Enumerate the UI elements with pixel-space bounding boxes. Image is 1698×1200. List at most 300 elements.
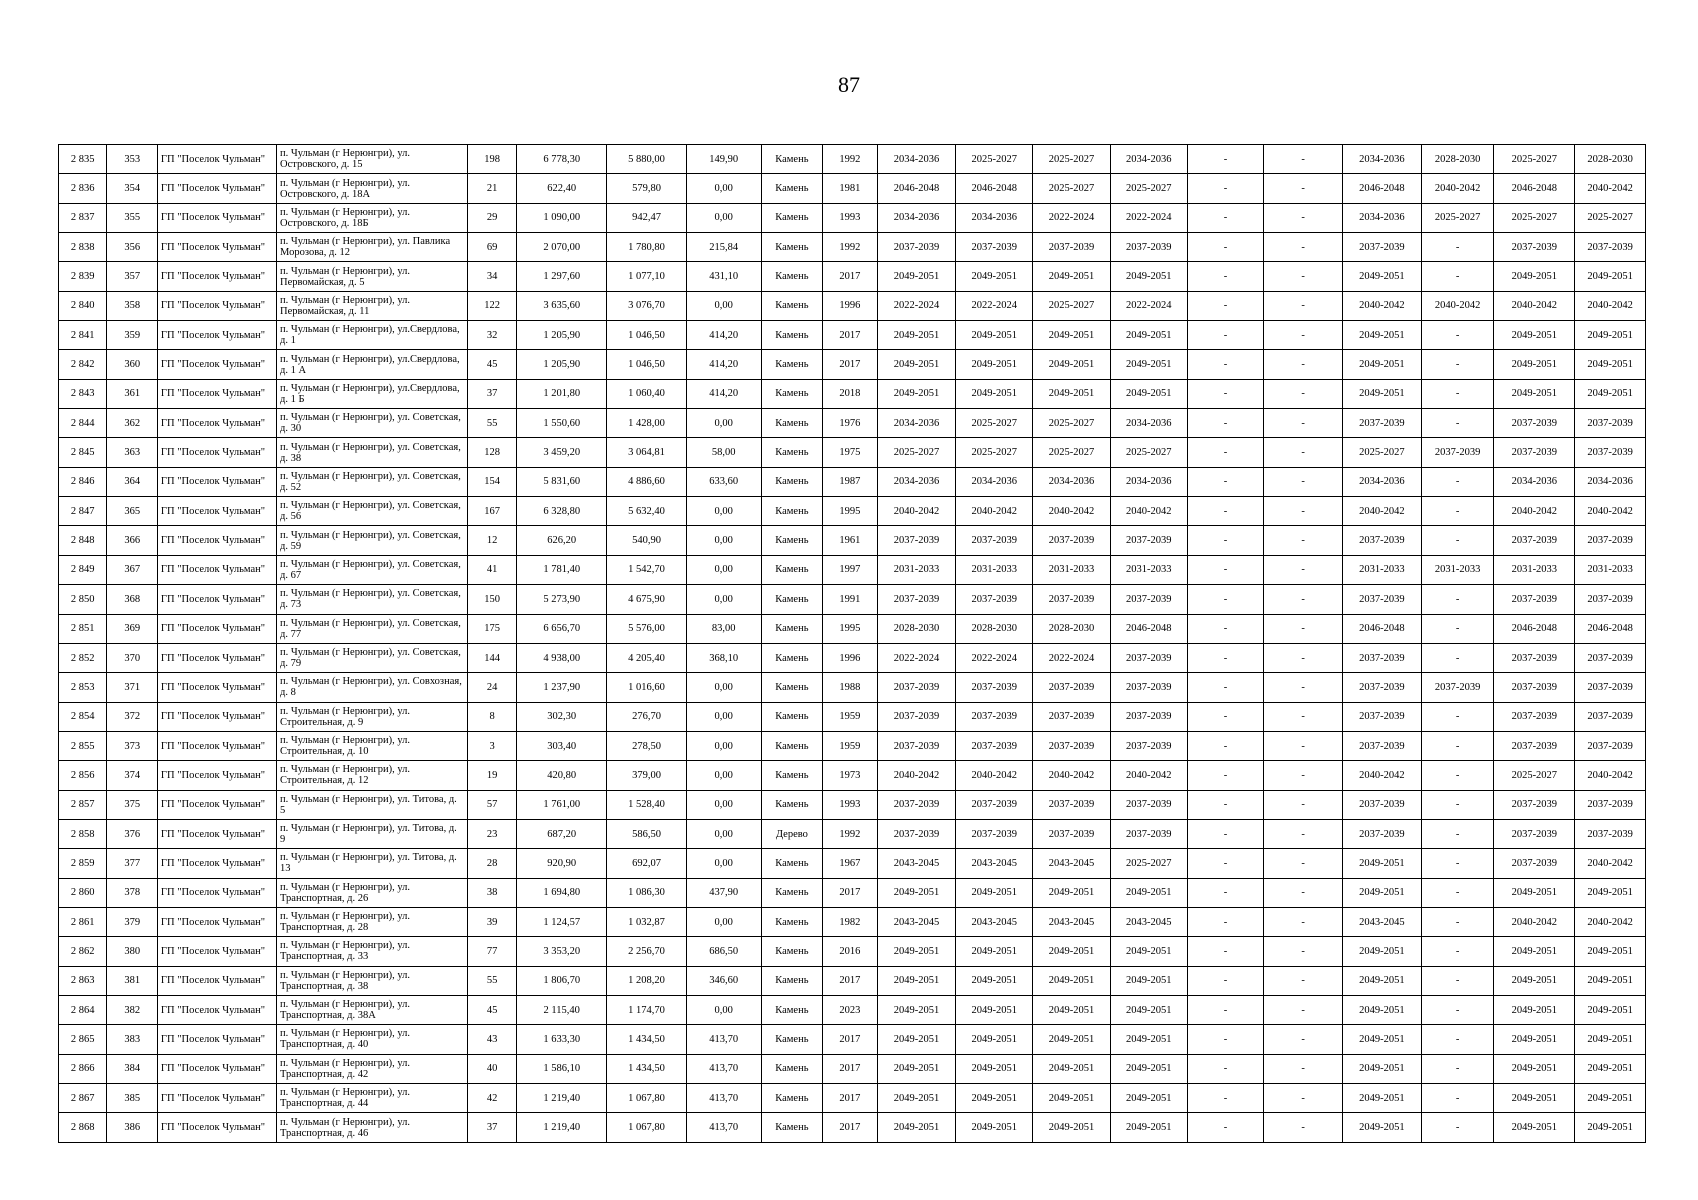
cell-municipality: ГП "Поселок Чульман" xyxy=(157,849,276,878)
cell-municipality: ГП "Поселок Чульман" xyxy=(157,379,276,408)
cell-total-area: 3 459,20 xyxy=(517,438,607,467)
cell-period-2: 2040-2042 xyxy=(956,761,1033,790)
cell-period-4: 2022-2024 xyxy=(1110,291,1187,320)
cell-total-area: 4 938,00 xyxy=(517,643,607,672)
cell-residents: 198 xyxy=(467,145,516,174)
cell-row-number: 2 843 xyxy=(59,379,107,408)
cell-period-10: 2049-2051 xyxy=(1575,379,1646,408)
cell-period-5: - xyxy=(1187,350,1264,379)
cell-period-9: 2040-2042 xyxy=(1494,907,1575,936)
table-row xyxy=(59,937,1646,966)
cell-wall-material: Камень xyxy=(761,761,823,790)
cell-period-3: 2040-2042 xyxy=(1033,761,1111,790)
cell-address: п. Чульман (г Нерюнгри), ул. Советская, д. 59 xyxy=(277,526,468,555)
cell-record-number: 384 xyxy=(107,1054,157,1083)
cell-residents: 144 xyxy=(467,643,516,672)
cell-commission-year: 1959 xyxy=(823,702,878,731)
cell-period-8: - xyxy=(1421,702,1494,731)
cell-period-8: - xyxy=(1421,937,1494,966)
table-row xyxy=(59,1084,1646,1113)
cell-row-number: 2 859 xyxy=(59,849,107,878)
cell-period-10: 2040-2042 xyxy=(1575,497,1646,526)
cell-record-number: 357 xyxy=(107,262,157,291)
cell-address: п. Чульман (г Нерюнгри), ул. Транспортная, д. 44 xyxy=(277,1084,468,1113)
cell-period-1: 2022-2024 xyxy=(877,291,956,320)
cell-address: п. Чульман (г Нерюнгри), ул. Первомайская, д. 11 xyxy=(277,291,468,320)
cell-period-4: 2049-2051 xyxy=(1110,262,1187,291)
cell-period-5: - xyxy=(1187,467,1264,496)
cell-period-9: 2037-2039 xyxy=(1494,233,1575,262)
cell-period-1: 2049-2051 xyxy=(877,262,956,291)
cell-period-4: 2037-2039 xyxy=(1110,526,1187,555)
cell-period-6: - xyxy=(1264,731,1343,760)
cell-record-number: 362 xyxy=(107,409,157,438)
cell-period-2: 2028-2030 xyxy=(956,614,1033,643)
cell-commission-year: 1959 xyxy=(823,731,878,760)
cell-period-2: 2037-2039 xyxy=(956,673,1033,702)
cell-period-10: 2040-2042 xyxy=(1575,291,1646,320)
cell-commission-year: 2018 xyxy=(823,379,878,408)
cell-nonresidential-area: 413,70 xyxy=(686,1025,761,1054)
cell-residents: 167 xyxy=(467,497,516,526)
cell-total-area: 1 219,40 xyxy=(517,1084,607,1113)
cell-period-1: 2049-2051 xyxy=(877,350,956,379)
cell-period-2: 2043-2045 xyxy=(956,849,1033,878)
cell-address: п. Чульман (г Нерюнгри), ул. Островского, д. 18Б xyxy=(277,203,468,232)
cell-period-3: 2049-2051 xyxy=(1033,966,1111,995)
cell-residents: 39 xyxy=(467,907,516,936)
cell-wall-material: Камень xyxy=(761,1025,823,1054)
cell-period-4: 2031-2033 xyxy=(1110,555,1187,584)
cell-nonresidential-area: 0,00 xyxy=(686,790,761,819)
cell-period-5: - xyxy=(1187,937,1264,966)
cell-municipality: ГП "Поселок Чульман" xyxy=(157,585,276,614)
cell-period-4: 2049-2051 xyxy=(1110,995,1187,1024)
cell-residents: 69 xyxy=(467,233,516,262)
cell-living-area: 1 046,50 xyxy=(607,321,687,350)
cell-municipality: ГП "Поселок Чульман" xyxy=(157,233,276,262)
cell-residents: 28 xyxy=(467,849,516,878)
cell-period-4: 2025-2027 xyxy=(1110,438,1187,467)
cell-nonresidential-area: 413,70 xyxy=(686,1054,761,1083)
cell-period-3: 2040-2042 xyxy=(1033,497,1111,526)
cell-period-2: 2034-2036 xyxy=(956,467,1033,496)
cell-wall-material: Камень xyxy=(761,409,823,438)
cell-residents: 38 xyxy=(467,878,516,907)
cell-municipality: ГП "Поселок Чульман" xyxy=(157,731,276,760)
cell-period-8: - xyxy=(1421,790,1494,819)
cell-period-3: 2049-2051 xyxy=(1033,878,1111,907)
cell-period-2: 2037-2039 xyxy=(956,702,1033,731)
cell-period-8: - xyxy=(1421,1113,1494,1143)
cell-wall-material: Камень xyxy=(761,585,823,614)
cell-period-9: 2049-2051 xyxy=(1494,1054,1575,1083)
cell-residents: 45 xyxy=(467,350,516,379)
cell-living-area: 1 174,70 xyxy=(607,995,687,1024)
cell-nonresidential-area: 149,90 xyxy=(686,145,761,174)
cell-row-number: 2 866 xyxy=(59,1054,107,1083)
cell-period-10: 2049-2051 xyxy=(1575,1054,1646,1083)
cell-row-number: 2 849 xyxy=(59,555,107,584)
cell-record-number: 354 xyxy=(107,174,157,203)
cell-period-7: 2040-2042 xyxy=(1343,497,1422,526)
cell-period-2: 2025-2027 xyxy=(956,145,1033,174)
cell-address: п. Чульман (г Нерюнгри), ул. Транспортная, д. 33 xyxy=(277,937,468,966)
cell-nonresidential-area: 0,00 xyxy=(686,585,761,614)
cell-municipality: ГП "Поселок Чульман" xyxy=(157,526,276,555)
cell-period-9: 2046-2048 xyxy=(1494,174,1575,203)
cell-period-1: 2049-2051 xyxy=(877,1025,956,1054)
table-row xyxy=(59,614,1646,643)
table-row xyxy=(59,203,1646,232)
cell-period-5: - xyxy=(1187,731,1264,760)
cell-period-10: 2037-2039 xyxy=(1575,819,1646,848)
cell-record-number: 386 xyxy=(107,1113,157,1143)
cell-commission-year: 1992 xyxy=(823,233,878,262)
cell-period-9: 2049-2051 xyxy=(1494,966,1575,995)
cell-nonresidential-area: 437,90 xyxy=(686,878,761,907)
cell-commission-year: 1988 xyxy=(823,673,878,702)
cell-period-5: - xyxy=(1187,262,1264,291)
cell-total-area: 3 353,20 xyxy=(517,937,607,966)
cell-period-1: 2043-2045 xyxy=(877,849,956,878)
cell-total-area: 5 273,90 xyxy=(517,585,607,614)
cell-period-4: 2037-2039 xyxy=(1110,673,1187,702)
cell-municipality: ГП "Поселок Чульман" xyxy=(157,497,276,526)
cell-period-1: 2037-2039 xyxy=(877,819,956,848)
table-row xyxy=(59,966,1646,995)
cell-period-4: 2025-2027 xyxy=(1110,849,1187,878)
cell-residents: 8 xyxy=(467,702,516,731)
cell-total-area: 1 124,57 xyxy=(517,907,607,936)
cell-period-8: - xyxy=(1421,761,1494,790)
cell-period-7: 2034-2036 xyxy=(1343,145,1422,174)
table-row xyxy=(59,849,1646,878)
cell-period-9: 2049-2051 xyxy=(1494,995,1575,1024)
cell-period-9: 2049-2051 xyxy=(1494,321,1575,350)
cell-residents: 37 xyxy=(467,379,516,408)
cell-period-7: 2049-2051 xyxy=(1343,849,1422,878)
cell-period-2: 2022-2024 xyxy=(956,643,1033,672)
cell-period-6: - xyxy=(1264,350,1343,379)
cell-living-area: 379,00 xyxy=(607,761,687,790)
cell-municipality: ГП "Поселок Чульман" xyxy=(157,350,276,379)
cell-nonresidential-area: 633,60 xyxy=(686,467,761,496)
cell-period-2: 2031-2033 xyxy=(956,555,1033,584)
cell-row-number: 2 846 xyxy=(59,467,107,496)
table-row xyxy=(59,467,1646,496)
cell-commission-year: 1996 xyxy=(823,643,878,672)
cell-period-7: 2037-2039 xyxy=(1343,643,1422,672)
cell-period-3: 2049-2051 xyxy=(1033,995,1111,1024)
cell-commission-year: 1975 xyxy=(823,438,878,467)
cell-period-10: 2049-2051 xyxy=(1575,878,1646,907)
cell-period-4: 2037-2039 xyxy=(1110,731,1187,760)
cell-nonresidential-area: 0,00 xyxy=(686,761,761,790)
cell-nonresidential-area: 0,00 xyxy=(686,497,761,526)
cell-residents: 3 xyxy=(467,731,516,760)
cell-period-6: - xyxy=(1264,849,1343,878)
cell-record-number: 379 xyxy=(107,907,157,936)
cell-wall-material: Камень xyxy=(761,790,823,819)
cell-period-9: 2037-2039 xyxy=(1494,585,1575,614)
table-row xyxy=(59,174,1646,203)
cell-living-area: 1 434,50 xyxy=(607,1025,687,1054)
cell-address: п. Чульман (г Нерюнгри), ул. Советская, д. 73 xyxy=(277,585,468,614)
cell-period-3: 2049-2051 xyxy=(1033,1054,1111,1083)
cell-period-9: 2049-2051 xyxy=(1494,878,1575,907)
cell-period-4: 2037-2039 xyxy=(1110,585,1187,614)
cell-address: п. Чульман (г Нерюнгри), ул. Островского, д. 18А xyxy=(277,174,468,203)
cell-period-7: 2049-2051 xyxy=(1343,321,1422,350)
cell-period-2: 2049-2051 xyxy=(956,379,1033,408)
cell-nonresidential-area: 0,00 xyxy=(686,291,761,320)
cell-wall-material: Камень xyxy=(761,174,823,203)
cell-period-4: 2037-2039 xyxy=(1110,233,1187,262)
cell-period-6: - xyxy=(1264,467,1343,496)
cell-commission-year: 2017 xyxy=(823,1054,878,1083)
cell-wall-material: Камень xyxy=(761,497,823,526)
cell-address: п. Чульман (г Нерюнгри), ул. Транспортная, д. 40 xyxy=(277,1025,468,1054)
cell-address: п. Чульман (г Нерюнгри), ул. Островского, д. 15 xyxy=(277,145,468,174)
cell-period-4: 2040-2042 xyxy=(1110,497,1187,526)
cell-living-area: 278,50 xyxy=(607,731,687,760)
cell-residents: 128 xyxy=(467,438,516,467)
cell-residents: 40 xyxy=(467,1054,516,1083)
cell-period-6: - xyxy=(1264,1113,1343,1143)
cell-wall-material: Камень xyxy=(761,614,823,643)
cell-total-area: 1 219,40 xyxy=(517,1113,607,1143)
cell-period-2: 2037-2039 xyxy=(956,233,1033,262)
cell-municipality: ГП "Поселок Чульман" xyxy=(157,1113,276,1143)
table-row xyxy=(59,145,1646,174)
cell-wall-material: Камень xyxy=(761,643,823,672)
cell-nonresidential-area: 215,84 xyxy=(686,233,761,262)
cell-nonresidential-area: 431,10 xyxy=(686,262,761,291)
cell-period-3: 2037-2039 xyxy=(1033,526,1111,555)
cell-period-1: 2028-2030 xyxy=(877,614,956,643)
cell-period-3: 2037-2039 xyxy=(1033,673,1111,702)
cell-period-1: 2049-2051 xyxy=(877,878,956,907)
cell-period-6: - xyxy=(1264,497,1343,526)
cell-period-8: - xyxy=(1421,966,1494,995)
cell-period-5: - xyxy=(1187,1054,1264,1083)
cell-address: п. Чульман (г Нерюнгри), ул. Советская, д. 79 xyxy=(277,643,468,672)
cell-period-4: 2034-2036 xyxy=(1110,145,1187,174)
cell-period-7: 2049-2051 xyxy=(1343,262,1422,291)
cell-nonresidential-area: 413,70 xyxy=(686,1113,761,1143)
table-row xyxy=(59,819,1646,848)
cell-period-3: 2037-2039 xyxy=(1033,233,1111,262)
cell-wall-material: Камень xyxy=(761,878,823,907)
cell-municipality: ГП "Поселок Чульман" xyxy=(157,937,276,966)
cell-total-area: 303,40 xyxy=(517,731,607,760)
cell-wall-material: Камень xyxy=(761,849,823,878)
cell-period-3: 2049-2051 xyxy=(1033,350,1111,379)
cell-row-number: 2 857 xyxy=(59,790,107,819)
cell-total-area: 687,20 xyxy=(517,819,607,848)
cell-living-area: 4 675,90 xyxy=(607,585,687,614)
cell-residents: 55 xyxy=(467,409,516,438)
cell-municipality: ГП "Поселок Чульман" xyxy=(157,702,276,731)
cell-address: п. Чульман (г Нерюнгри), ул. Советская, д. 56 xyxy=(277,497,468,526)
cell-row-number: 2 842 xyxy=(59,350,107,379)
cell-period-4: 2022-2024 xyxy=(1110,203,1187,232)
cell-total-area: 1 205,90 xyxy=(517,350,607,379)
cell-residents: 42 xyxy=(467,1084,516,1113)
cell-period-1: 2049-2051 xyxy=(877,1113,956,1143)
cell-period-6: - xyxy=(1264,409,1343,438)
cell-commission-year: 2017 xyxy=(823,966,878,995)
cell-period-7: 2049-2051 xyxy=(1343,878,1422,907)
cell-period-6: - xyxy=(1264,291,1343,320)
cell-row-number: 2 860 xyxy=(59,878,107,907)
cell-living-area: 1 067,80 xyxy=(607,1113,687,1143)
cell-address: п. Чульман (г Нерюнгри), ул. Титова, д. 5 xyxy=(277,790,468,819)
cell-period-5: - xyxy=(1187,174,1264,203)
cell-period-5: - xyxy=(1187,790,1264,819)
cell-address: п. Чульман (г Нерюнгри), ул. Строительная, д. 10 xyxy=(277,731,468,760)
cell-period-6: - xyxy=(1264,878,1343,907)
cell-record-number: 380 xyxy=(107,937,157,966)
table-row xyxy=(59,790,1646,819)
cell-period-6: - xyxy=(1264,321,1343,350)
table-row xyxy=(59,409,1646,438)
cell-total-area: 6 778,30 xyxy=(517,145,607,174)
cell-period-8: 2037-2039 xyxy=(1421,673,1494,702)
cell-period-10: 2040-2042 xyxy=(1575,761,1646,790)
cell-address: п. Чульман (г Нерюнгри), ул. Советская, д. 77 xyxy=(277,614,468,643)
cell-residents: 175 xyxy=(467,614,516,643)
cell-address: п. Чульман (г Нерюнгри), ул. Совхозная, д. 8 xyxy=(277,673,468,702)
registry-body xyxy=(59,145,1646,1143)
cell-address: п. Чульман (г Нерюнгри), ул.Свердлова, д. 1 xyxy=(277,321,468,350)
cell-period-1: 2025-2027 xyxy=(877,438,956,467)
cell-period-2: 2040-2042 xyxy=(956,497,1033,526)
cell-period-5: - xyxy=(1187,291,1264,320)
cell-nonresidential-area: 0,00 xyxy=(686,409,761,438)
cell-commission-year: 1973 xyxy=(823,761,878,790)
cell-address: п. Чульман (г Нерюнгри), ул. Советская, д. 38 xyxy=(277,438,468,467)
cell-living-area: 4 886,60 xyxy=(607,467,687,496)
cell-period-2: 2046-2048 xyxy=(956,174,1033,203)
cell-living-area: 1 016,60 xyxy=(607,673,687,702)
cell-municipality: ГП "Поселок Чульман" xyxy=(157,438,276,467)
cell-row-number: 2 838 xyxy=(59,233,107,262)
cell-period-8: - xyxy=(1421,1054,1494,1083)
cell-period-2: 2037-2039 xyxy=(956,585,1033,614)
cell-period-7: 2037-2039 xyxy=(1343,731,1422,760)
cell-municipality: ГП "Поселок Чульман" xyxy=(157,614,276,643)
cell-period-9: 2049-2051 xyxy=(1494,1113,1575,1143)
cell-residents: 24 xyxy=(467,673,516,702)
cell-row-number: 2 861 xyxy=(59,907,107,936)
cell-period-8: - xyxy=(1421,467,1494,496)
cell-period-5: - xyxy=(1187,995,1264,1024)
cell-commission-year: 2023 xyxy=(823,995,878,1024)
cell-period-2: 2049-2051 xyxy=(956,350,1033,379)
cell-commission-year: 1992 xyxy=(823,145,878,174)
cell-period-7: 2037-2039 xyxy=(1343,585,1422,614)
cell-period-5: - xyxy=(1187,1084,1264,1113)
cell-period-1: 2049-2051 xyxy=(877,966,956,995)
cell-period-7: 2049-2051 xyxy=(1343,1084,1422,1113)
cell-nonresidential-area: 0,00 xyxy=(686,907,761,936)
cell-period-2: 2049-2051 xyxy=(956,1113,1033,1143)
cell-living-area: 540,90 xyxy=(607,526,687,555)
table-row xyxy=(59,702,1646,731)
cell-period-7: 2049-2051 xyxy=(1343,1054,1422,1083)
cell-residents: 21 xyxy=(467,174,516,203)
cell-total-area: 1 550,60 xyxy=(517,409,607,438)
cell-total-area: 1 201,80 xyxy=(517,379,607,408)
cell-record-number: 361 xyxy=(107,379,157,408)
cell-period-7: 2037-2039 xyxy=(1343,233,1422,262)
cell-wall-material: Камень xyxy=(761,145,823,174)
cell-record-number: 366 xyxy=(107,526,157,555)
cell-residents: 12 xyxy=(467,526,516,555)
cell-wall-material: Камень xyxy=(761,321,823,350)
cell-wall-material: Дерево xyxy=(761,819,823,848)
cell-period-3: 2049-2051 xyxy=(1033,1025,1111,1054)
cell-period-1: 2031-2033 xyxy=(877,555,956,584)
cell-period-5: - xyxy=(1187,497,1264,526)
cell-living-area: 1 077,10 xyxy=(607,262,687,291)
cell-total-area: 1 694,80 xyxy=(517,878,607,907)
cell-period-9: 2025-2027 xyxy=(1494,145,1575,174)
cell-period-2: 2049-2051 xyxy=(956,1054,1033,1083)
cell-period-10: 2037-2039 xyxy=(1575,790,1646,819)
cell-address: п. Чульман (г Нерюнгри), ул.Свердлова, д. 1 Б xyxy=(277,379,468,408)
cell-period-7: 2049-2051 xyxy=(1343,1025,1422,1054)
cell-period-7: 2046-2048 xyxy=(1343,174,1422,203)
cell-period-1: 2049-2051 xyxy=(877,937,956,966)
cell-period-4: 2034-2036 xyxy=(1110,467,1187,496)
cell-total-area: 6 656,70 xyxy=(517,614,607,643)
cell-commission-year: 1991 xyxy=(823,585,878,614)
cell-row-number: 2 852 xyxy=(59,643,107,672)
cell-period-3: 2049-2051 xyxy=(1033,1113,1111,1143)
cell-period-6: - xyxy=(1264,1025,1343,1054)
cell-period-9: 2040-2042 xyxy=(1494,497,1575,526)
cell-period-8: - xyxy=(1421,233,1494,262)
cell-total-area: 1 806,70 xyxy=(517,966,607,995)
cell-record-number: 372 xyxy=(107,702,157,731)
cell-period-7: 2037-2039 xyxy=(1343,526,1422,555)
cell-period-4: 2049-2051 xyxy=(1110,321,1187,350)
cell-period-4: 2049-2051 xyxy=(1110,1084,1187,1113)
cell-period-7: 2049-2051 xyxy=(1343,995,1422,1024)
cell-living-area: 1 046,50 xyxy=(607,350,687,379)
cell-row-number: 2 868 xyxy=(59,1113,107,1143)
cell-row-number: 2 865 xyxy=(59,1025,107,1054)
cell-commission-year: 2017 xyxy=(823,878,878,907)
cell-wall-material: Камень xyxy=(761,379,823,408)
table-row xyxy=(59,497,1646,526)
cell-residents: 43 xyxy=(467,1025,516,1054)
cell-municipality: ГП "Поселок Чульман" xyxy=(157,673,276,702)
cell-living-area: 1 428,00 xyxy=(607,409,687,438)
cell-period-10: 2040-2042 xyxy=(1575,907,1646,936)
cell-address: п. Чульман (г Нерюнгри), ул. Транспортная, д. 28 xyxy=(277,907,468,936)
cell-period-10: 2049-2051 xyxy=(1575,262,1646,291)
cell-period-10: 2025-2027 xyxy=(1575,203,1646,232)
cell-municipality: ГП "Поселок Чульман" xyxy=(157,1084,276,1113)
cell-period-10: 2049-2051 xyxy=(1575,321,1646,350)
cell-period-9: 2040-2042 xyxy=(1494,291,1575,320)
cell-period-9: 2049-2051 xyxy=(1494,1084,1575,1113)
cell-record-number: 378 xyxy=(107,878,157,907)
